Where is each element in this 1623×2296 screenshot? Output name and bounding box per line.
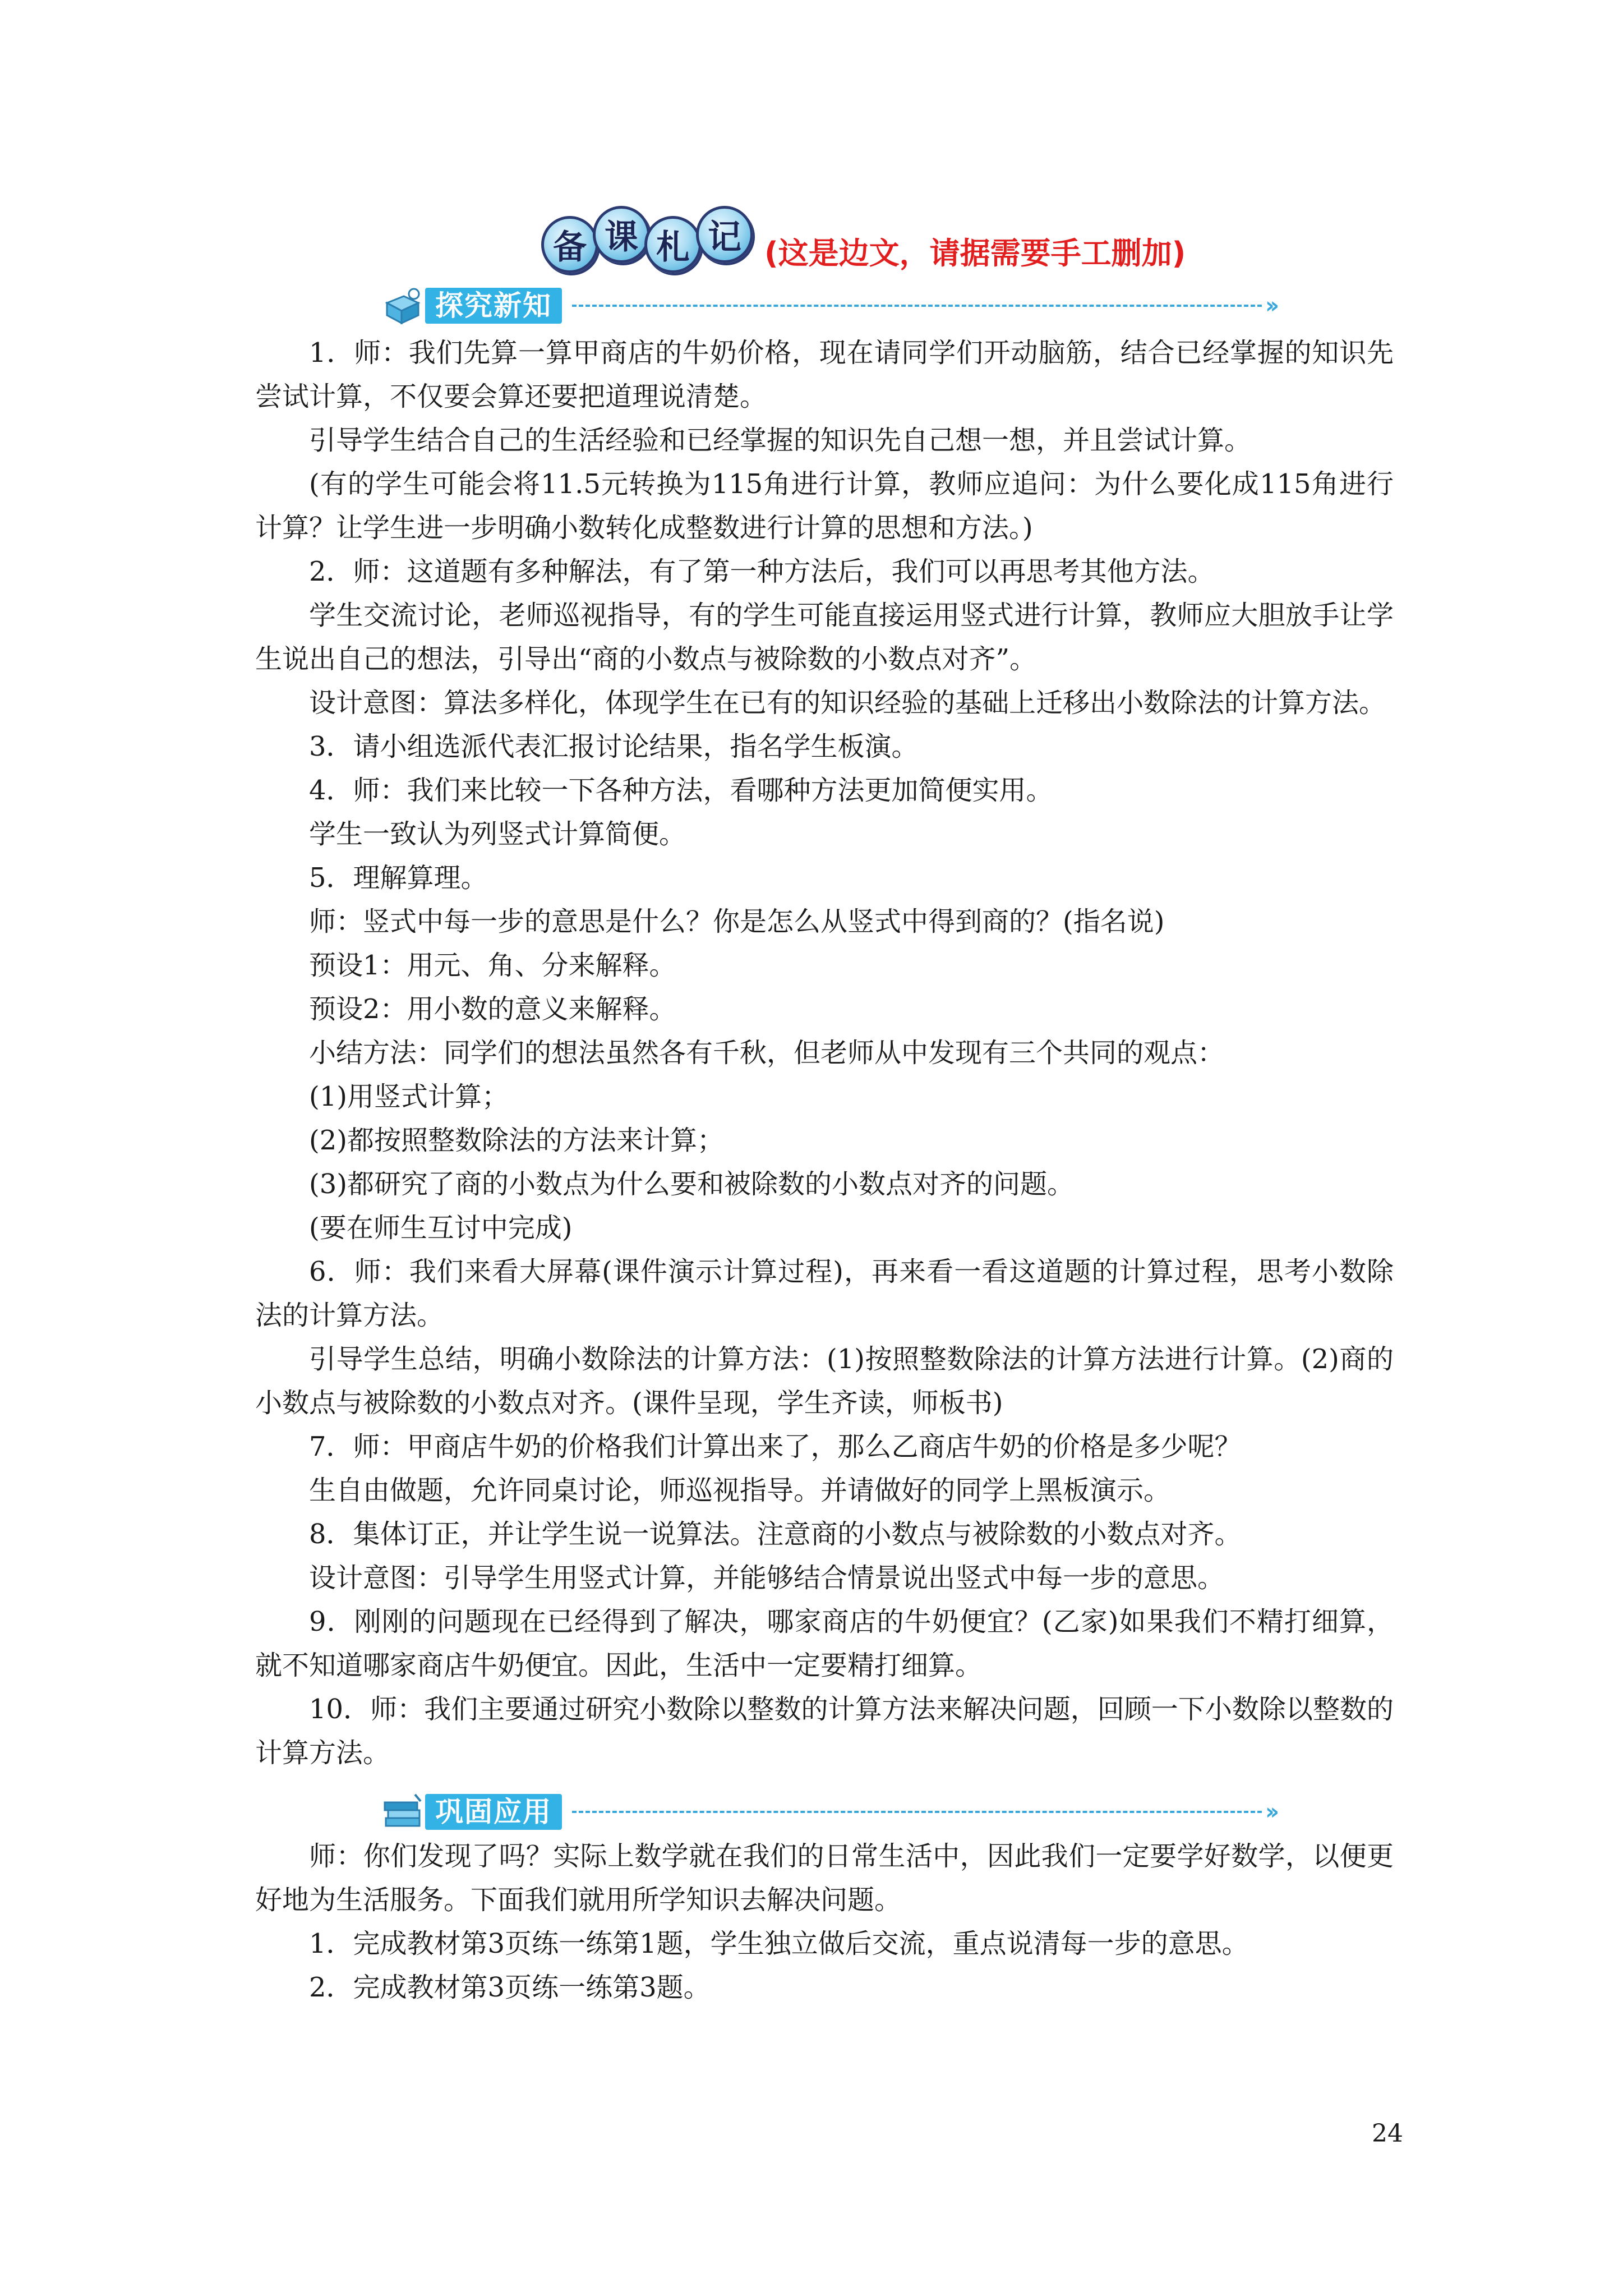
header-note: (这是边文，请据需要手工删加)	[764, 235, 1186, 271]
paragraph: 2．师：这道题有多种解法，有了第一种方法后，我们可以再思考其他方法。	[309, 556, 1215, 587]
paragraph: 1．师：我们先算一算甲商店的牛奶价格，现在请同学们开动脑筋，结合已经掌握的知识先尝试计算，不仅要会算还要把道理说清楚。	[255, 337, 1394, 412]
dashed-divider	[572, 305, 1262, 307]
badge-char: 备	[541, 216, 598, 273]
paragraph: 设计意图：算法多样化，体现学生在已有的知识经验的基础上迁移出小数除法的计算方法。	[309, 687, 1386, 719]
paragraph: 7．师：甲商店牛奶的价格我们计算出来了，那么乙商店牛奶的价格是多少呢？	[309, 1431, 1242, 1462]
paragraph: 9．刚刚的问题现在已经得到了解决，哪家商店的牛奶便宜？(乙家)如果我们不精打细算，就不知道哪家商店牛奶便宜。因此，生活中一定要精打细算。	[255, 1606, 1394, 1681]
paragraph: 预设1：用元、角、分来解释。	[309, 950, 676, 981]
section-header-apply	[381, 1792, 1275, 1832]
paragraph: (1)用竖式计算；	[309, 1081, 509, 1112]
paragraph: 预设2：用小数的意义来解释。	[309, 993, 676, 1025]
paragraph: 2．完成教材第3页练一练第3题。	[309, 1972, 711, 2003]
paragraph: 师：你们发现了吗？实际上数学就在我们的日常生活中，因此我们一定要学好数学，以便更好地为生活服务。下面我们就用所学知识去解决问题。	[255, 1841, 1394, 1916]
badge-char: 札	[644, 216, 702, 273]
paragraph: 1．完成教材第3页练一练第1题，学生独立做后交流，重点说清每一步的意思。	[309, 1928, 1249, 1959]
paragraph: 学生一致认为列竖式计算简便。	[309, 818, 686, 850]
double-chevron-icon: ››	[1265, 1799, 1275, 1825]
paragraph: 6．师：我们来看大屏幕(课件演示计算过程)，再来看一看这道题的计算过程，思考小数除法的计算方法。	[255, 1256, 1394, 1331]
paragraph: 8．集体订正，并让学生说一说算法。注意商的小数点与被除数的小数点对齐。	[309, 1519, 1242, 1550]
paragraph: 生自由做题，允许同桌讨论，师巡视指导。并请做好的同学上黑板演示。	[309, 1475, 1171, 1506]
paragraph: 5．理解算理。	[309, 862, 488, 894]
paragraph: 10．师：我们主要通过研究小数除以整数的计算方法来解决问题，回顾一下小数除以整数的计算方法。	[255, 1694, 1394, 1769]
section-header-explore	[381, 286, 1275, 325]
badge-char: 课	[593, 206, 650, 263]
paragraph: (2)都按照整数除法的方法来计算；	[309, 1125, 724, 1156]
paragraph: (3)都研究了商的小数点为什么要和被除数的小数点对齐的问题。	[309, 1168, 1074, 1200]
paragraph: (要在师生互讨中完成)	[309, 1212, 573, 1244]
badge-char: 记	[696, 206, 753, 263]
paragraph: (有的学生可能会将11.5元转换为115角进行计算，教师应追问：为什么要化成115角进行计算？让学生进一步明确小数转化成整数进行计算的思想和方法。)	[255, 468, 1394, 544]
section-title-explore: 探究新知	[425, 288, 562, 324]
paragraph: 引导学生总结，明确小数除法的计算方法：(1)按照整数除法的计算方法进行计算。(2)商的小数点与被除数的小数点对齐。(课件呈现，学生齐读，师板书)	[255, 1343, 1394, 1419]
header-badge	[541, 206, 748, 273]
paragraph: 小结方法：同学们的想法虽然各有千秋，但老师从中发现有三个共同的观点：	[309, 1037, 1225, 1069]
double-chevron-icon: ››	[1265, 293, 1275, 319]
paragraph: 设计意图：引导学生用竖式计算，并能够结合情景说出竖式中每一步的意思。	[309, 1562, 1225, 1594]
header	[541, 209, 1186, 270]
cube-icon	[381, 286, 425, 325]
dashed-divider	[572, 1811, 1262, 1813]
explore-content	[255, 331, 1394, 1775]
paragraph: 4．师：我们来比较一下各种方法，看哪种方法更加简便实用。	[309, 775, 1053, 806]
paragraph: 学生交流讨论，老师巡视指导，有的学生可能直接运用竖式进行计算，教师应大胆放手让学生说出自己的想法，引导出“商的小数点与被除数的小数点对齐”。	[255, 600, 1394, 675]
books-icon	[381, 1792, 425, 1832]
apply-content	[255, 1834, 1394, 2009]
section-title-apply: 巩固应用	[425, 1794, 562, 1830]
page-number: 24	[1372, 2119, 1403, 2148]
paragraph: 师：竖式中每一步的意思是什么？你是怎么从竖式中得到商的？(指名说)	[309, 906, 1165, 937]
paragraph: 引导学生结合自己的生活经验和已经掌握的知识先自己想一想，并且尝试计算。	[309, 425, 1252, 456]
paragraph: 3．请小组选派代表汇报讨论结果，指名学生板演。	[309, 731, 919, 762]
